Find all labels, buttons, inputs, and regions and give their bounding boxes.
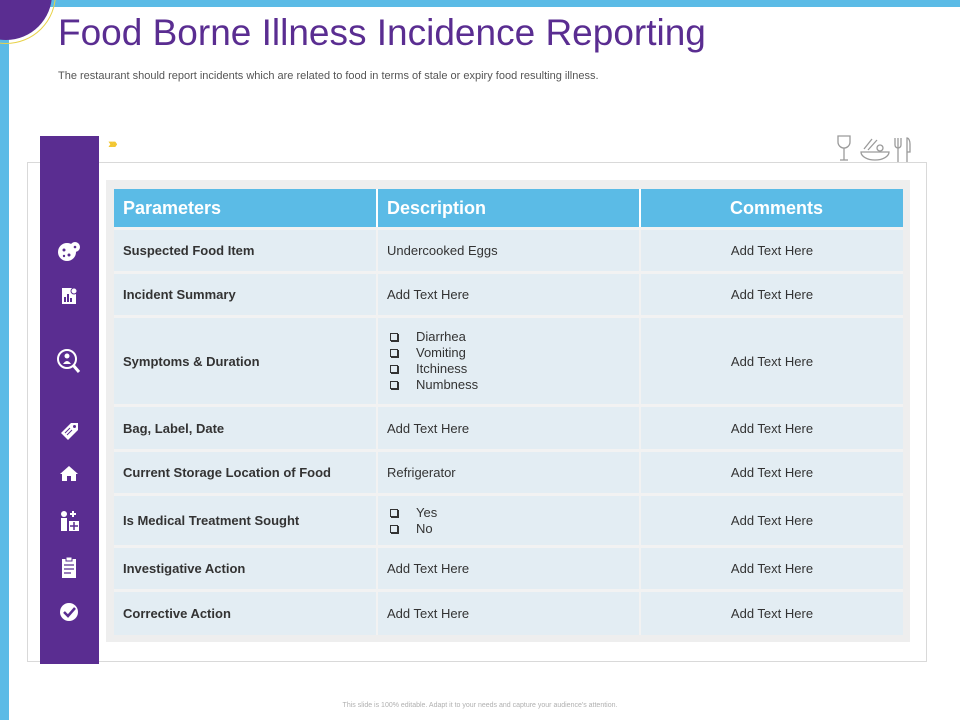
symptom-checklist: [387, 329, 639, 393]
comment-cell: Add Text Here: [640, 229, 903, 273]
desc-cell: Add Text Here: [377, 591, 640, 635]
treatment-checklist: [387, 505, 639, 537]
cookie-icon: [55, 237, 83, 265]
comment-cell: Add Text Here: [640, 495, 903, 547]
param-cell: Investigative Action: [114, 547, 377, 591]
list-item: No: [387, 521, 639, 537]
person-search-icon: [55, 347, 83, 375]
checkbox-icon: [390, 509, 398, 517]
top-accent-bar: [0, 0, 960, 7]
comment-cell: Add Text Here: [640, 451, 903, 495]
desc-cell: [377, 317, 640, 406]
desc-cell: Add Text Here: [377, 406, 640, 451]
param-cell: Corrective Action: [114, 591, 377, 635]
table-row: [114, 406, 903, 451]
comment-cell: Add Text Here: [640, 317, 903, 406]
medical-person-icon: [55, 507, 83, 535]
checkbox-icon: [390, 381, 398, 389]
checkbox-icon: [390, 365, 398, 373]
table-row: [114, 451, 903, 495]
clipboard-icon: [55, 554, 83, 582]
header-description: Description: [377, 189, 640, 229]
table-row: [114, 317, 903, 406]
list-item: Vomiting: [387, 345, 639, 361]
comment-cell: Add Text Here: [640, 591, 903, 635]
param-cell: Current Storage Location of Food: [114, 451, 377, 495]
desc-cell: Undercooked Eggs: [377, 229, 640, 273]
table-row: [114, 273, 903, 317]
desc-cell: [377, 495, 640, 547]
param-cell: Symptoms & Duration: [114, 317, 377, 406]
comment-cell: Add Text Here: [640, 547, 903, 591]
comment-cell: Add Text Here: [640, 406, 903, 451]
comment-cell: Add Text Here: [640, 273, 903, 317]
slide-title: Food Borne Illness Incidence Reporting: [58, 12, 706, 53]
desc-cell: Refrigerator: [377, 451, 640, 495]
header-comments: Comments: [640, 189, 903, 229]
checkbox-icon: [390, 333, 398, 341]
table-row: [114, 229, 903, 273]
chevrons-decoration: ››››: [108, 135, 115, 151]
food-utensils-icon: [834, 134, 914, 164]
list-item: Yes: [387, 505, 639, 521]
table-row: [114, 547, 903, 591]
checkbox-icon: [390, 525, 398, 533]
param-cell: Incident Summary: [114, 273, 377, 317]
table-header-row: [114, 189, 903, 229]
list-item: Numbness: [387, 377, 639, 393]
desc-cell: Add Text Here: [377, 273, 640, 317]
param-cell: Suspected Food Item: [114, 229, 377, 273]
house-icon: [55, 460, 83, 488]
checkbox-icon: [390, 349, 398, 357]
table-row: [114, 591, 903, 635]
desc-cell: Add Text Here: [377, 547, 640, 591]
left-accent-bar: [0, 0, 9, 720]
check-badge-icon: [55, 598, 83, 626]
param-cell: Is Medical Treatment Sought: [114, 495, 377, 547]
footer-note: This slide is 100% editable. Adapt it to your needs and capture your audience's attention.: [342, 702, 618, 709]
list-item: Itchiness: [387, 361, 639, 377]
list-item: Diarrhea: [387, 329, 639, 345]
param-cell: Bag, Label, Date: [114, 406, 377, 451]
tag-icon: [55, 418, 83, 446]
report-chart-icon: [55, 282, 83, 310]
incident-table: [114, 189, 903, 635]
header-parameters: Parameters: [114, 189, 377, 229]
icon-panel: [40, 136, 99, 664]
table-row: [114, 495, 903, 547]
slide-subtitle: The restaurant should report incidents which are related to food in terms of stale or expiry food resulting illness.: [58, 70, 599, 82]
